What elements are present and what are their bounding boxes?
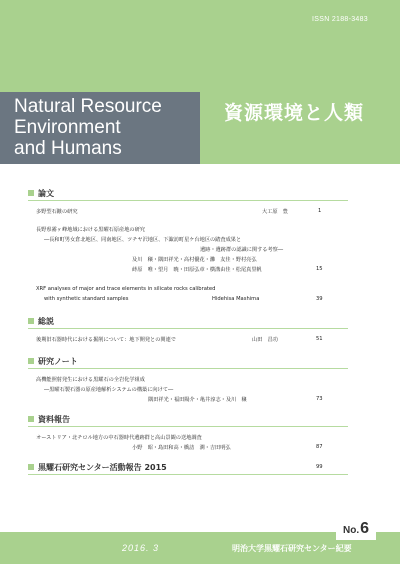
issue-label: No. xyxy=(342,525,360,536)
toc-entry-author: 大工原 豊 xyxy=(262,209,288,215)
english-title-line-1: Natural Resource xyxy=(14,96,162,117)
top-green-panel xyxy=(0,0,400,92)
toc-entry-title-cont: with synthetic standard samples xyxy=(44,296,129,302)
toc-entry-authors: 及川 穣・隅田祥光・高村優花・灘 友佳・野村亮弘 xyxy=(132,257,257,263)
toc-entry-title: 長野県霧ヶ峰地域における黒曜石原産地の研究 xyxy=(36,227,145,233)
section-heading-text: 資料報告 xyxy=(38,415,70,424)
toc-entry-page: 15 xyxy=(316,266,323,272)
toc-entry-title: XRF analyses of major and trace elements in silicate rocks calibrated xyxy=(36,286,216,292)
section-square-icon xyxy=(28,190,34,196)
toc-entry-authors: 小野 昭・島田和高・橋詰 潤・吉田明弘 xyxy=(132,445,231,451)
toc-entry-page: 87 xyxy=(316,444,323,450)
toc-entry-author: 山田 昌功 xyxy=(252,337,278,343)
section-heading-notes xyxy=(28,356,78,367)
toc-entry-title: 多野型石鏃の研究 xyxy=(36,209,78,215)
issue-number: 6 xyxy=(360,520,369,537)
section-square-icon xyxy=(28,464,34,470)
toc-entry-authors: 隅田祥光・福田陽介・亀井淳志・及川 穣 xyxy=(148,397,247,403)
toc-entry-authors: 蒔原 唯・望月 暁・田原弘章・横溝由佳・松尾真里帆 xyxy=(132,267,262,273)
section-heading-text: 論文 xyxy=(38,189,54,198)
english-title-line-3: and Humans xyxy=(14,138,122,159)
section-heading-activity-report xyxy=(28,462,167,473)
issn-label: ISSN 2188-3483 xyxy=(312,16,368,23)
section-rule xyxy=(28,328,348,329)
section-heading-reports xyxy=(28,414,70,425)
section-square-icon xyxy=(28,318,34,324)
section-heading-articles xyxy=(28,188,54,199)
toc-entry-title: オーストリア・北チロル地方の中石器時代遺跡群と高山景観の送地調査 xyxy=(36,435,202,441)
section-square-icon xyxy=(28,358,34,364)
section-heading-text: 黒耀石研究センター活動報告 2015 xyxy=(38,463,167,472)
toc-entry-title: 高機能照射発生における黒耀石の全岩化学組成 xyxy=(36,377,145,383)
english-title-line-2: Environment xyxy=(14,117,121,138)
toc-entry-page: 99 xyxy=(316,464,323,470)
section-heading-review xyxy=(28,316,54,327)
section-rule xyxy=(28,368,348,369)
issue-number-box xyxy=(336,520,376,540)
toc-entry-page: 51 xyxy=(316,336,323,342)
section-rule xyxy=(28,474,348,475)
toc-entry-subtitle: ―黒曜石製石器の原産地解析システムの構築に向けて― xyxy=(44,387,174,393)
toc-entry-title: 後期旧石器時代における掘削について：地下開発との関連で xyxy=(36,337,176,343)
section-square-icon xyxy=(28,416,34,422)
publisher-journal-name: 明治大学黒耀石研究センター紀要 xyxy=(232,544,352,553)
japanese-title: 資源環境と人類 xyxy=(224,102,365,124)
section-heading-text: 研究ノート xyxy=(38,357,78,366)
toc-entry-subtitle: 遺跡・遺跡群の認識に関する考察― xyxy=(200,247,284,253)
english-title xyxy=(14,96,162,159)
toc-entry-author: Hidehisa Mashima xyxy=(212,296,260,302)
toc-entry-subtitle: ―長和町男女倉北地区、同南地区、ツチヤ沢地区、下諏訪町星ケ台地区の踏査成果と xyxy=(44,237,242,243)
toc-entry-page: 1 xyxy=(318,208,322,214)
toc-entry-page: 73 xyxy=(316,396,323,402)
section-rule xyxy=(28,426,348,427)
toc-entry-page: 39 xyxy=(316,296,323,302)
section-heading-text: 総説 xyxy=(38,317,54,326)
publication-date: 2016. 3 xyxy=(122,543,160,553)
section-rule xyxy=(28,200,348,201)
